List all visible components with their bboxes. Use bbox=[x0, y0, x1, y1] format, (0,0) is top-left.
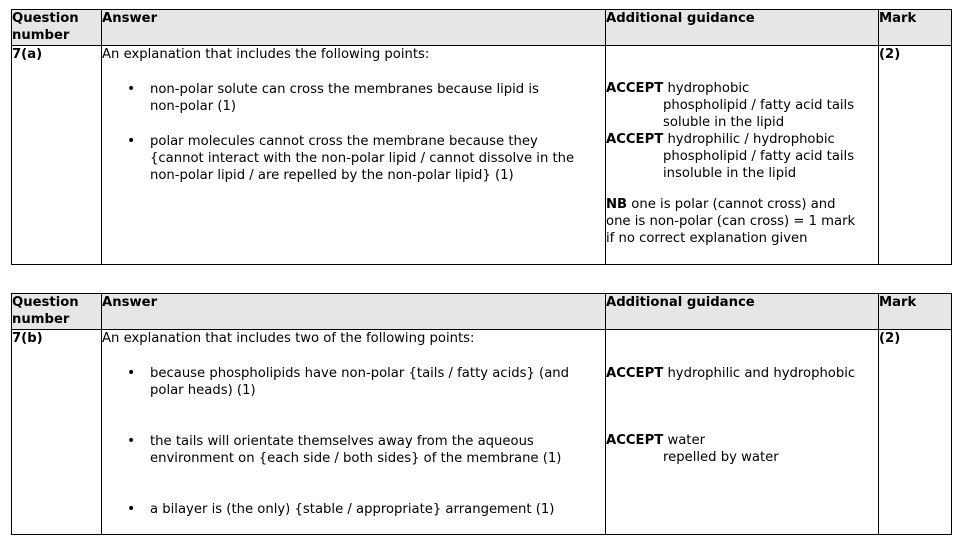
answer-cell bbox=[102, 330, 606, 535]
answer-point: • because phospholipids have non-polar {tails / fatty acids} (and polar heads) (1) bbox=[102, 365, 570, 399]
answer-intro: An explanation that includes the following points: bbox=[102, 47, 430, 62]
header-mark: Mark bbox=[879, 294, 952, 330]
table-row bbox=[12, 46, 952, 265]
header-mark: Mark bbox=[879, 10, 952, 46]
header-question-number: Question number bbox=[12, 294, 102, 330]
accept-text: hydrophilic / hydrophobic bbox=[667, 132, 835, 147]
answer-cell bbox=[102, 46, 606, 265]
answer-point: • the tails will orientate themselves away from the aqueous environment on {each side / both sides} of the membrane (1) bbox=[102, 433, 570, 467]
nb-note bbox=[606, 196, 862, 247]
accept-label: ACCEPT bbox=[606, 433, 664, 448]
accept-label: ACCEPT bbox=[606, 132, 664, 147]
answer-point: • a bilayer is (the only) {stable / appropriate} arrangement (1) bbox=[102, 501, 586, 518]
accept-block bbox=[606, 365, 878, 382]
table-header-row bbox=[12, 10, 952, 46]
header-additional-guidance: Additional guidance bbox=[606, 294, 879, 330]
accept-block bbox=[606, 80, 878, 131]
mark-scheme-table-7a bbox=[11, 9, 952, 265]
guidance-cell bbox=[606, 330, 879, 535]
accept-block bbox=[606, 131, 878, 182]
accept-text: phospholipid / fatty acid tails bbox=[663, 98, 855, 113]
accept-text: repelled by water bbox=[663, 450, 779, 465]
accept-text: soluble in the lipid bbox=[663, 115, 785, 130]
accept-block bbox=[606, 432, 878, 466]
accept-text: hydrophobic bbox=[667, 81, 750, 96]
accept-text: water bbox=[667, 433, 706, 448]
question-number: 7(b) bbox=[12, 330, 102, 535]
accept-text: phospholipid / fatty acid tails bbox=[663, 149, 855, 164]
table-row bbox=[12, 330, 952, 535]
question-number: 7(a) bbox=[12, 46, 102, 265]
nb-label: NB bbox=[606, 197, 628, 212]
nb-text: one is polar (cannot cross) and one is non-polar (can cross) = 1 mark if no correct explanation given bbox=[606, 197, 856, 246]
header-additional-guidance: Additional guidance bbox=[606, 10, 879, 46]
header-question-number: Question number bbox=[12, 10, 102, 46]
accept-text: hydrophilic and hydrophobic bbox=[667, 366, 856, 381]
answer-intro: An explanation that includes two of the following points: bbox=[102, 331, 475, 346]
mark-value: (2) bbox=[879, 46, 952, 265]
answer-point: • polar molecules cannot cross the membrane because they {cannot interact with the non-polar lipid / cannot dissolve in the non-polar lipid / are repelled by the non-polar lipid} (1) bbox=[102, 133, 586, 184]
answer-point: • non-polar solute can cross the membranes because lipid is non-polar (1) bbox=[102, 81, 564, 115]
header-answer: Answer bbox=[102, 294, 606, 330]
guidance-cell bbox=[606, 46, 879, 265]
table-header-row bbox=[12, 294, 952, 330]
mark-scheme-table-7b bbox=[11, 293, 952, 535]
accept-label: ACCEPT bbox=[606, 366, 664, 381]
header-answer: Answer bbox=[102, 10, 606, 46]
accept-text: insoluble in the lipid bbox=[663, 166, 797, 181]
accept-label: ACCEPT bbox=[606, 81, 664, 96]
mark-value: (2) bbox=[879, 330, 952, 535]
